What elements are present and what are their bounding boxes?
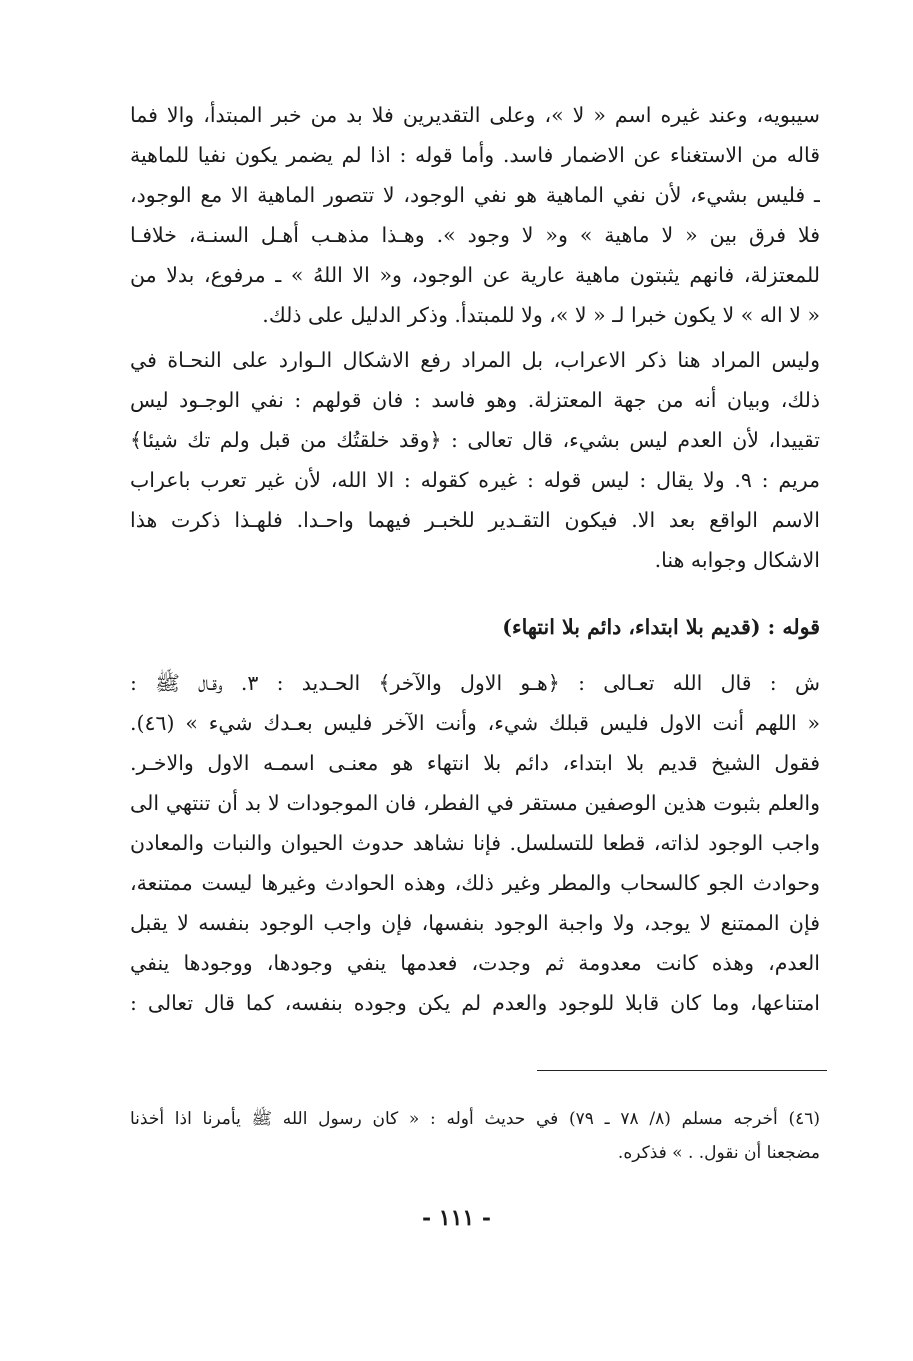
- text-line: وليس المراد هنا ذكر الاعراب، بل المراد رفع الاشكال الـوارد على النحـاة في: [130, 348, 820, 372]
- text-line: « لا اله » لا يكون خبرا لـ « لا »، ولا للمبتدأ. وذكر الدليل على ذلك.: [262, 303, 820, 327]
- text-line: مريم : ٩. ولا يقال : ليس قوله : غيره كقوله : الا الله، لأن غير تعرب باعراب: [130, 468, 820, 492]
- text-line: العدم، وهذه كانت معدومة ثم وجدت، فعدمها ينفي وجودها، ووجودها ينفي: [130, 951, 820, 975]
- text-line: قاله من الاستغناء عن الاضمار فاسد. وأما قوله : اذا لم يضمر يكون نفيا للماهية: [130, 143, 820, 167]
- text-line: الاسم الواقع بعد الا. فيكون التقـدير للخبـر فيهما واحـدا. فلهـذا ذكرت هذا: [130, 508, 820, 532]
- text-line: « اللهم أنت الاول فليس قبلك شيء، وأنت الآخر فليس بعـدك شيء » (٤٦).: [130, 711, 820, 735]
- text-line: وحوادث الجو كالسحاب والمطر وغير ذلك، وهذه الحوادث وغيرها ليست ممتنعة،: [130, 871, 820, 895]
- text-line: ش : قال الله تعـالى : ﴿هـو الاول والآخر﴾ الحـديد : ٣. وقـال ﷺ :: [130, 671, 820, 695]
- paragraph-3: [130, 663, 820, 1043]
- footnote-line: مضجعنا أن نقول. . » فذكره.: [617, 1143, 820, 1163]
- text-line: والعلم بثبوت هذين الوصفين مستقر في الفطر، فان الموجودات لا بد أن تنتهي الى: [130, 791, 820, 815]
- text-line: فلا فرق بين « لا ماهية » و« لا وجود ». وهـذا مذهـب أهـل السنـة، خلافـا: [130, 223, 820, 247]
- text-line: فقول الشيخ قديم بلا ابتداء، دائم بلا انتهاء هو معنـى اسمـه الاول والاخـر.: [130, 751, 820, 775]
- page-number: - ١١١ -: [421, 1205, 492, 1231]
- text-line: امتناعها، وما كان قابلا للوجود والعدم لم يكن وجوده بنفسه، كما قال تعالى :: [130, 991, 820, 1015]
- section-heading: قوله : (قديم بلا ابتداء، دائم بلا انتهاء): [502, 615, 820, 639]
- text-line: فإن الممتنع لا يوجد، ولا واجبة الوجود بنفسها، فإن واجب الوجود بنفسه لا يقبل: [130, 911, 820, 935]
- paragraph-1: [130, 95, 820, 345]
- text-line: ـ فليس بشيء، لأن نفي الماهية هو نفي الوجود، لا تتصور الماهية الا مع الوجود،: [130, 183, 820, 207]
- text-line: ذلك، وبيان أنه من جهة المعتزلة. وهو فاسد : فان قولهم : نفي الوجـود ليس: [130, 388, 820, 412]
- footnote-divider: [537, 1070, 827, 1071]
- footnote-line: (٤٦) أخرجه مسلم (٨/ ٧٨ ـ ٧٩) في حديث أوله : « كان رسول الله ﷺ يأمرنا اذا أخذنا: [130, 1109, 820, 1129]
- text-line: واجب الوجود لذاته، قطعا للتسلسل. فإنا نشاهد حدوث الحيوان والنبات والمعادن: [130, 831, 820, 855]
- section-heading-block: [130, 605, 820, 649]
- text-line: تقييدا، لأن العدم ليس بشيء، قال تعالى : ﴿وقد خلقتُك من قبل ولم تك شيئا﴾: [130, 428, 820, 452]
- text-line: للمعتزلة، فانهم يثبتون ماهية عارية عن الوجود، و« الا اللهُ » ـ مرفوع، بدلا من: [130, 263, 820, 287]
- paragraph-2: [130, 340, 820, 600]
- text-line: سيبويه، وعند غيره اسم « لا »، وعلى التقديرين فلا بد من خبر المبتدأ، والا فما: [130, 103, 820, 127]
- text-line: الاشكال وجوابه هنا.: [654, 548, 820, 572]
- footnote: [130, 1102, 820, 1174]
